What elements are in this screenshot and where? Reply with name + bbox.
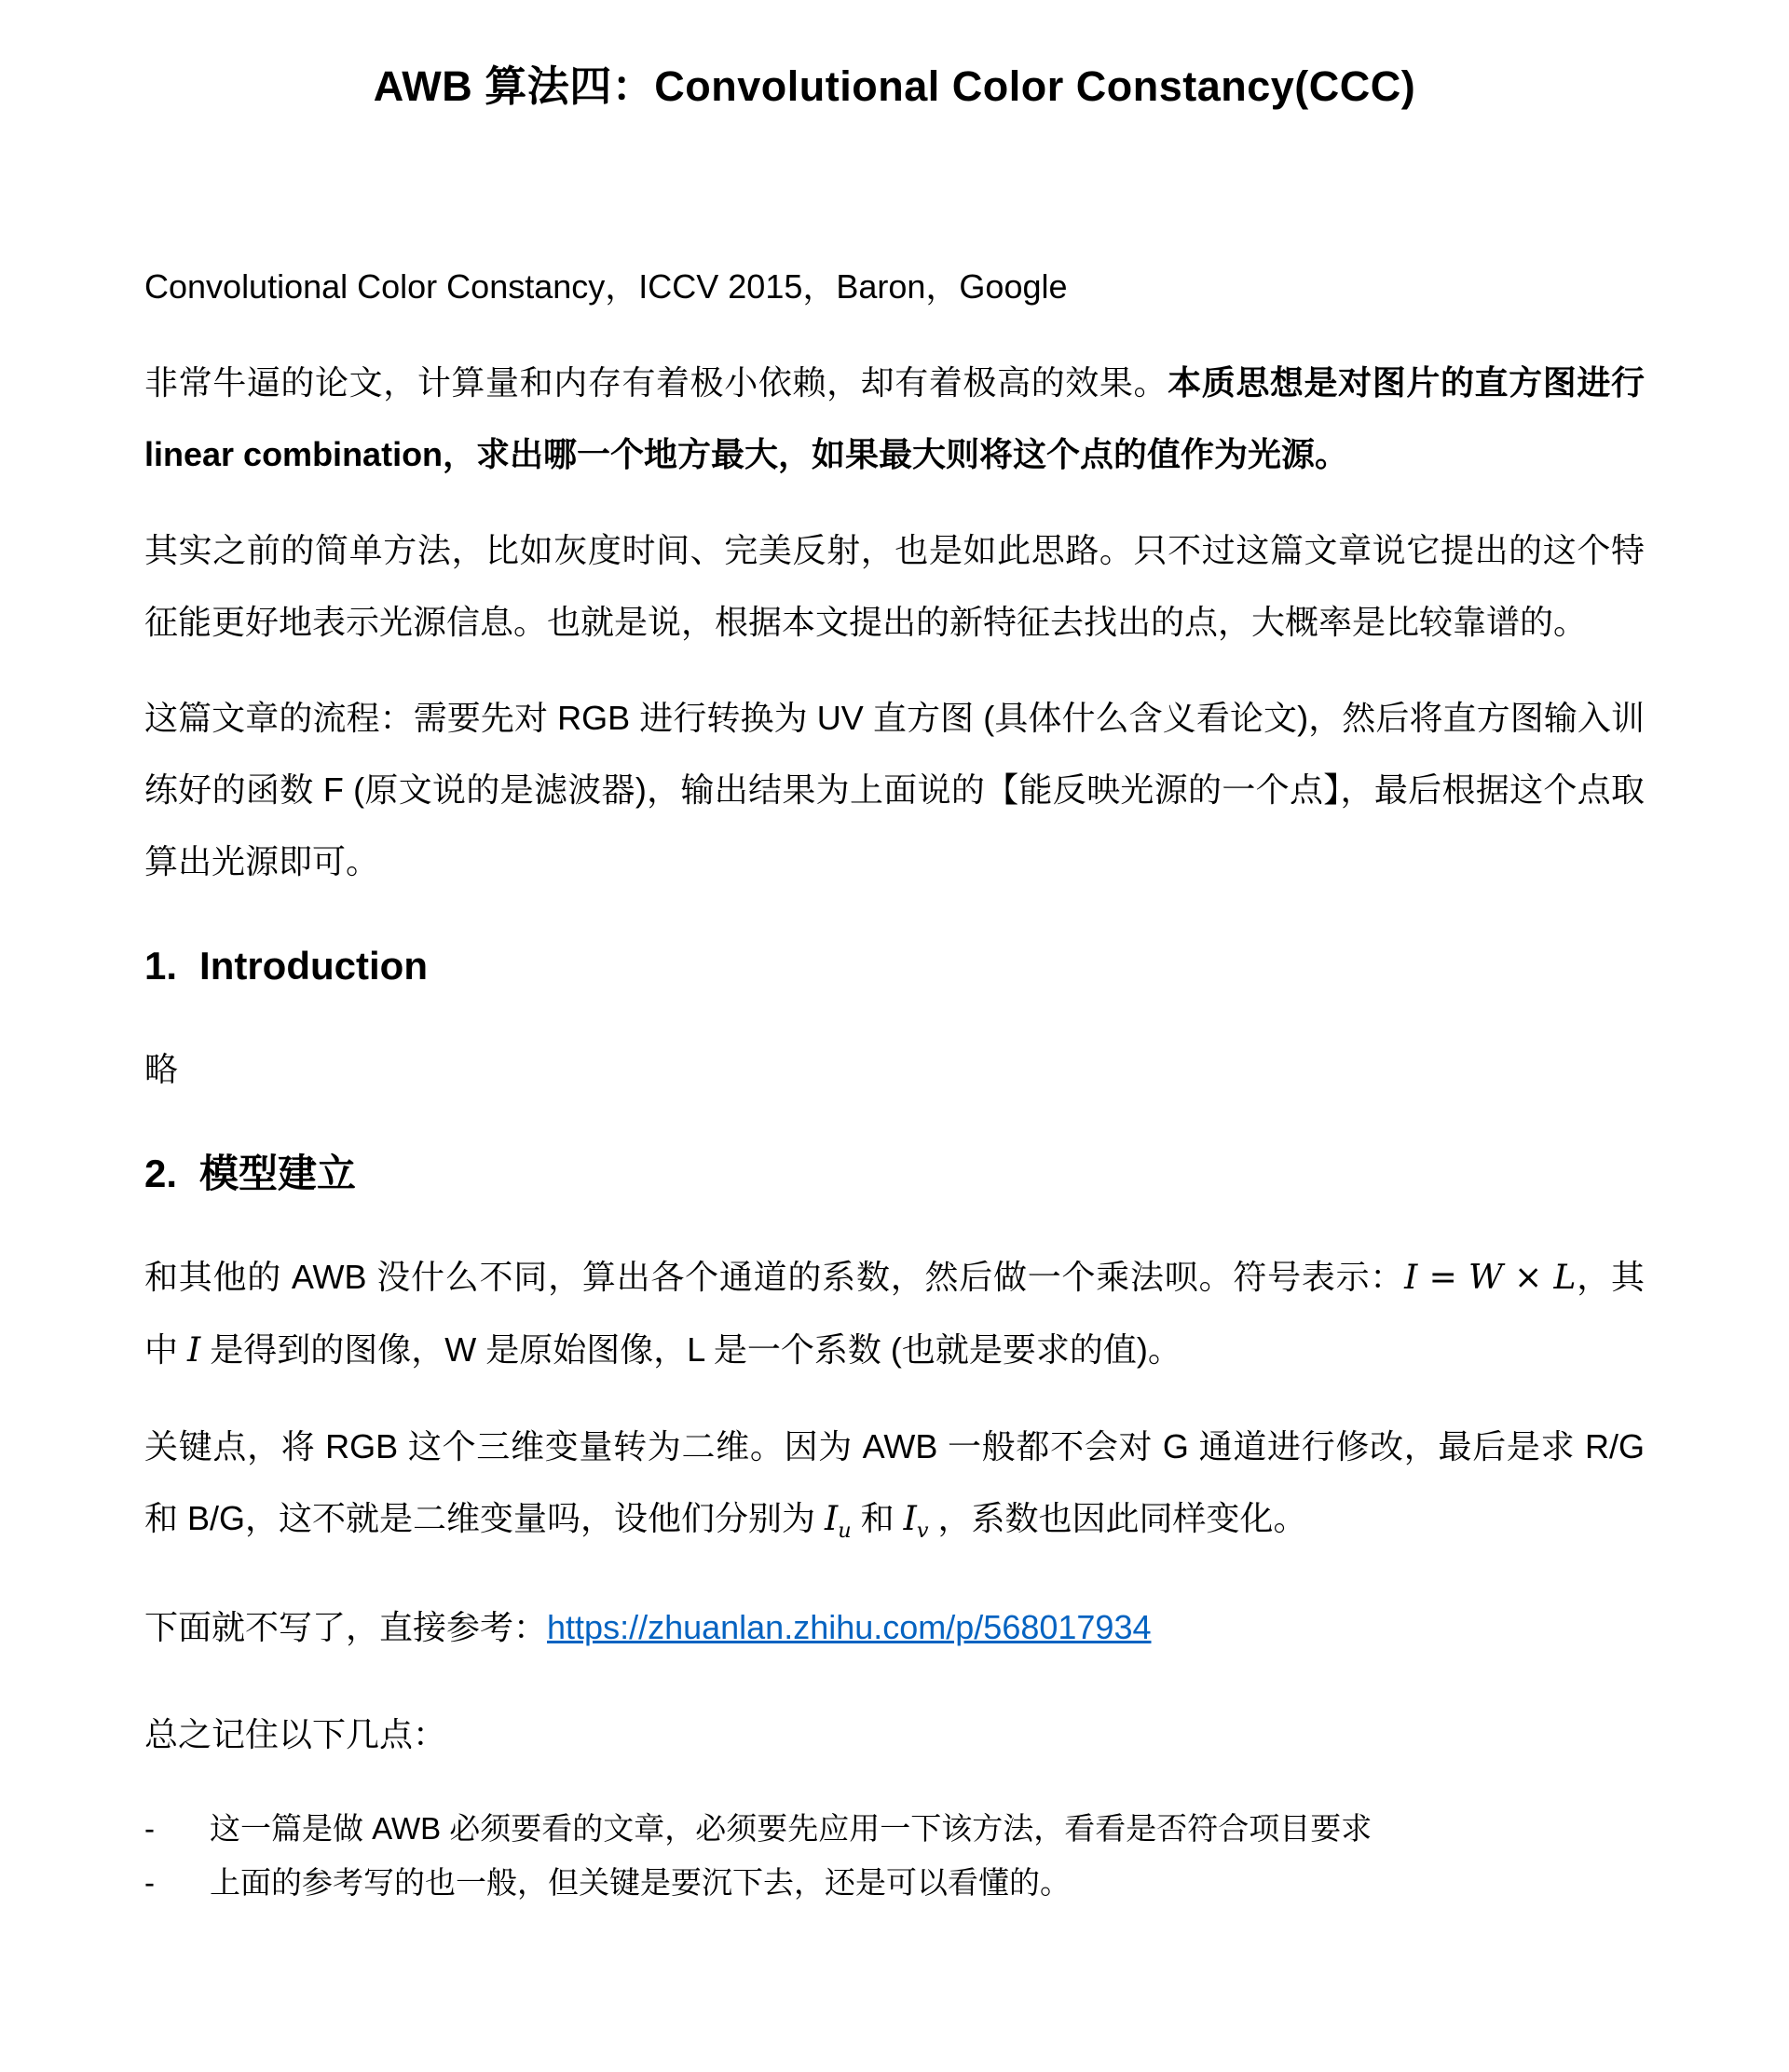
heading-model	[144, 1148, 1645, 1200]
bullet-dash-marker: -	[144, 1865, 155, 1901]
key-text-before: 关键点，将 RGB 这个三维变量转为二维。因为 AWB 一般都不会对 G 通道进行修改，最后是求 R/G 和 B/G，这不就是二维变量吗，设他们分别为	[144, 1427, 1645, 1537]
paragraph-flow: 这篇文章的流程：需要先对 RGB 进行转换为 UV 直方图 (具体什么含义看论文)，然后将直方图输入训练好的函数 F (原文说的是滤波器)，输出结果为上面说的【能反映光源的一个点】，最后根据这个点取算出光源即可。	[144, 699, 1645, 880]
heading-introduction	[144, 940, 1645, 992]
heading-number: 1.	[144, 944, 178, 988]
math-subscript-u: u	[838, 1519, 852, 1544]
key-text-after: ，系数也因此同样变化。	[928, 1499, 1307, 1537]
math-symbol-i: I	[187, 1331, 201, 1370]
paragraph-prior-methods: 其实之前的简单方法，比如灰度时间、完美反射，也是如此思路。只不过这篇文章说它提出的这个特征能更好地表示光源信息。也就是说，根据本文提出的新特征去找出的点，大概率是比较靠谱的。	[144, 531, 1645, 641]
intro-normal-text: 非常牛逼的论文，计算量和内存有着极小依赖，却有着极高的效果。	[144, 363, 1168, 402]
zhihu-link[interactable]: https://zhuanlan.zhihu.com/p/568017934	[547, 1608, 1152, 1647]
paragraph-intro	[144, 347, 1645, 490]
paragraph-meta: Convolutional Color Constancy，ICCV 2015，Baron，Google	[144, 267, 1068, 306]
heading-label: Introduction	[199, 944, 428, 988]
model-text-after: 是得到的图像，W 是原始图像，L 是一个系数 (也就是要求的值)。	[200, 1330, 1181, 1369]
math-base-i: I	[903, 1500, 917, 1538]
model-text-middle: ，其中	[144, 1258, 1645, 1369]
reference-prefix: 下面就不写了，直接参考：	[144, 1608, 548, 1647]
page-title: AWB 算法四：Convolutional Color Constancy(CCC)	[373, 62, 1416, 110]
paragraph-summary: 总之记住以下几点：	[144, 1715, 447, 1754]
paragraph-reference	[144, 1591, 1645, 1663]
heading-label: 模型建立	[199, 1152, 357, 1195]
bullet-text: 这一篇是做 AWB 必须要看的文章，必须要先应用一下该方法，看看是否符合项目要求	[210, 1811, 1372, 1847]
paragraph-key-point	[144, 1411, 1645, 1567]
math-subscript-v: v	[916, 1519, 929, 1544]
paragraph-model	[144, 1241, 1645, 1386]
model-text-before: 和其他的 AWB 没什么不同，算出各个通道的系数，然后做一个乘法呗。符号表示：	[144, 1258, 1405, 1296]
paragraph-skip: 略	[144, 1050, 179, 1088]
math-symbol-iu	[825, 1500, 852, 1544]
heading-number: 2.	[144, 1152, 178, 1195]
intro-bold-text: 本质思想是对图片的直方图进行 linear combination，求出哪一个地方最大，如果最大则将这个点的值作为光源。	[144, 363, 1645, 473]
list-item	[144, 1856, 1645, 1910]
summary-bullet-list	[144, 1802, 1645, 1910]
list-item	[144, 1802, 1645, 1856]
bullet-dash-marker: -	[144, 1811, 155, 1847]
bullet-text: 上面的参考写的也一般，但关键是要沉下去，还是可以看懂的。	[210, 1865, 1071, 1901]
math-base-i: I	[825, 1500, 839, 1538]
key-text-middle: 和	[851, 1499, 904, 1537]
math-formula: I = W × L	[1404, 1259, 1577, 1297]
math-symbol-iv	[903, 1500, 929, 1544]
